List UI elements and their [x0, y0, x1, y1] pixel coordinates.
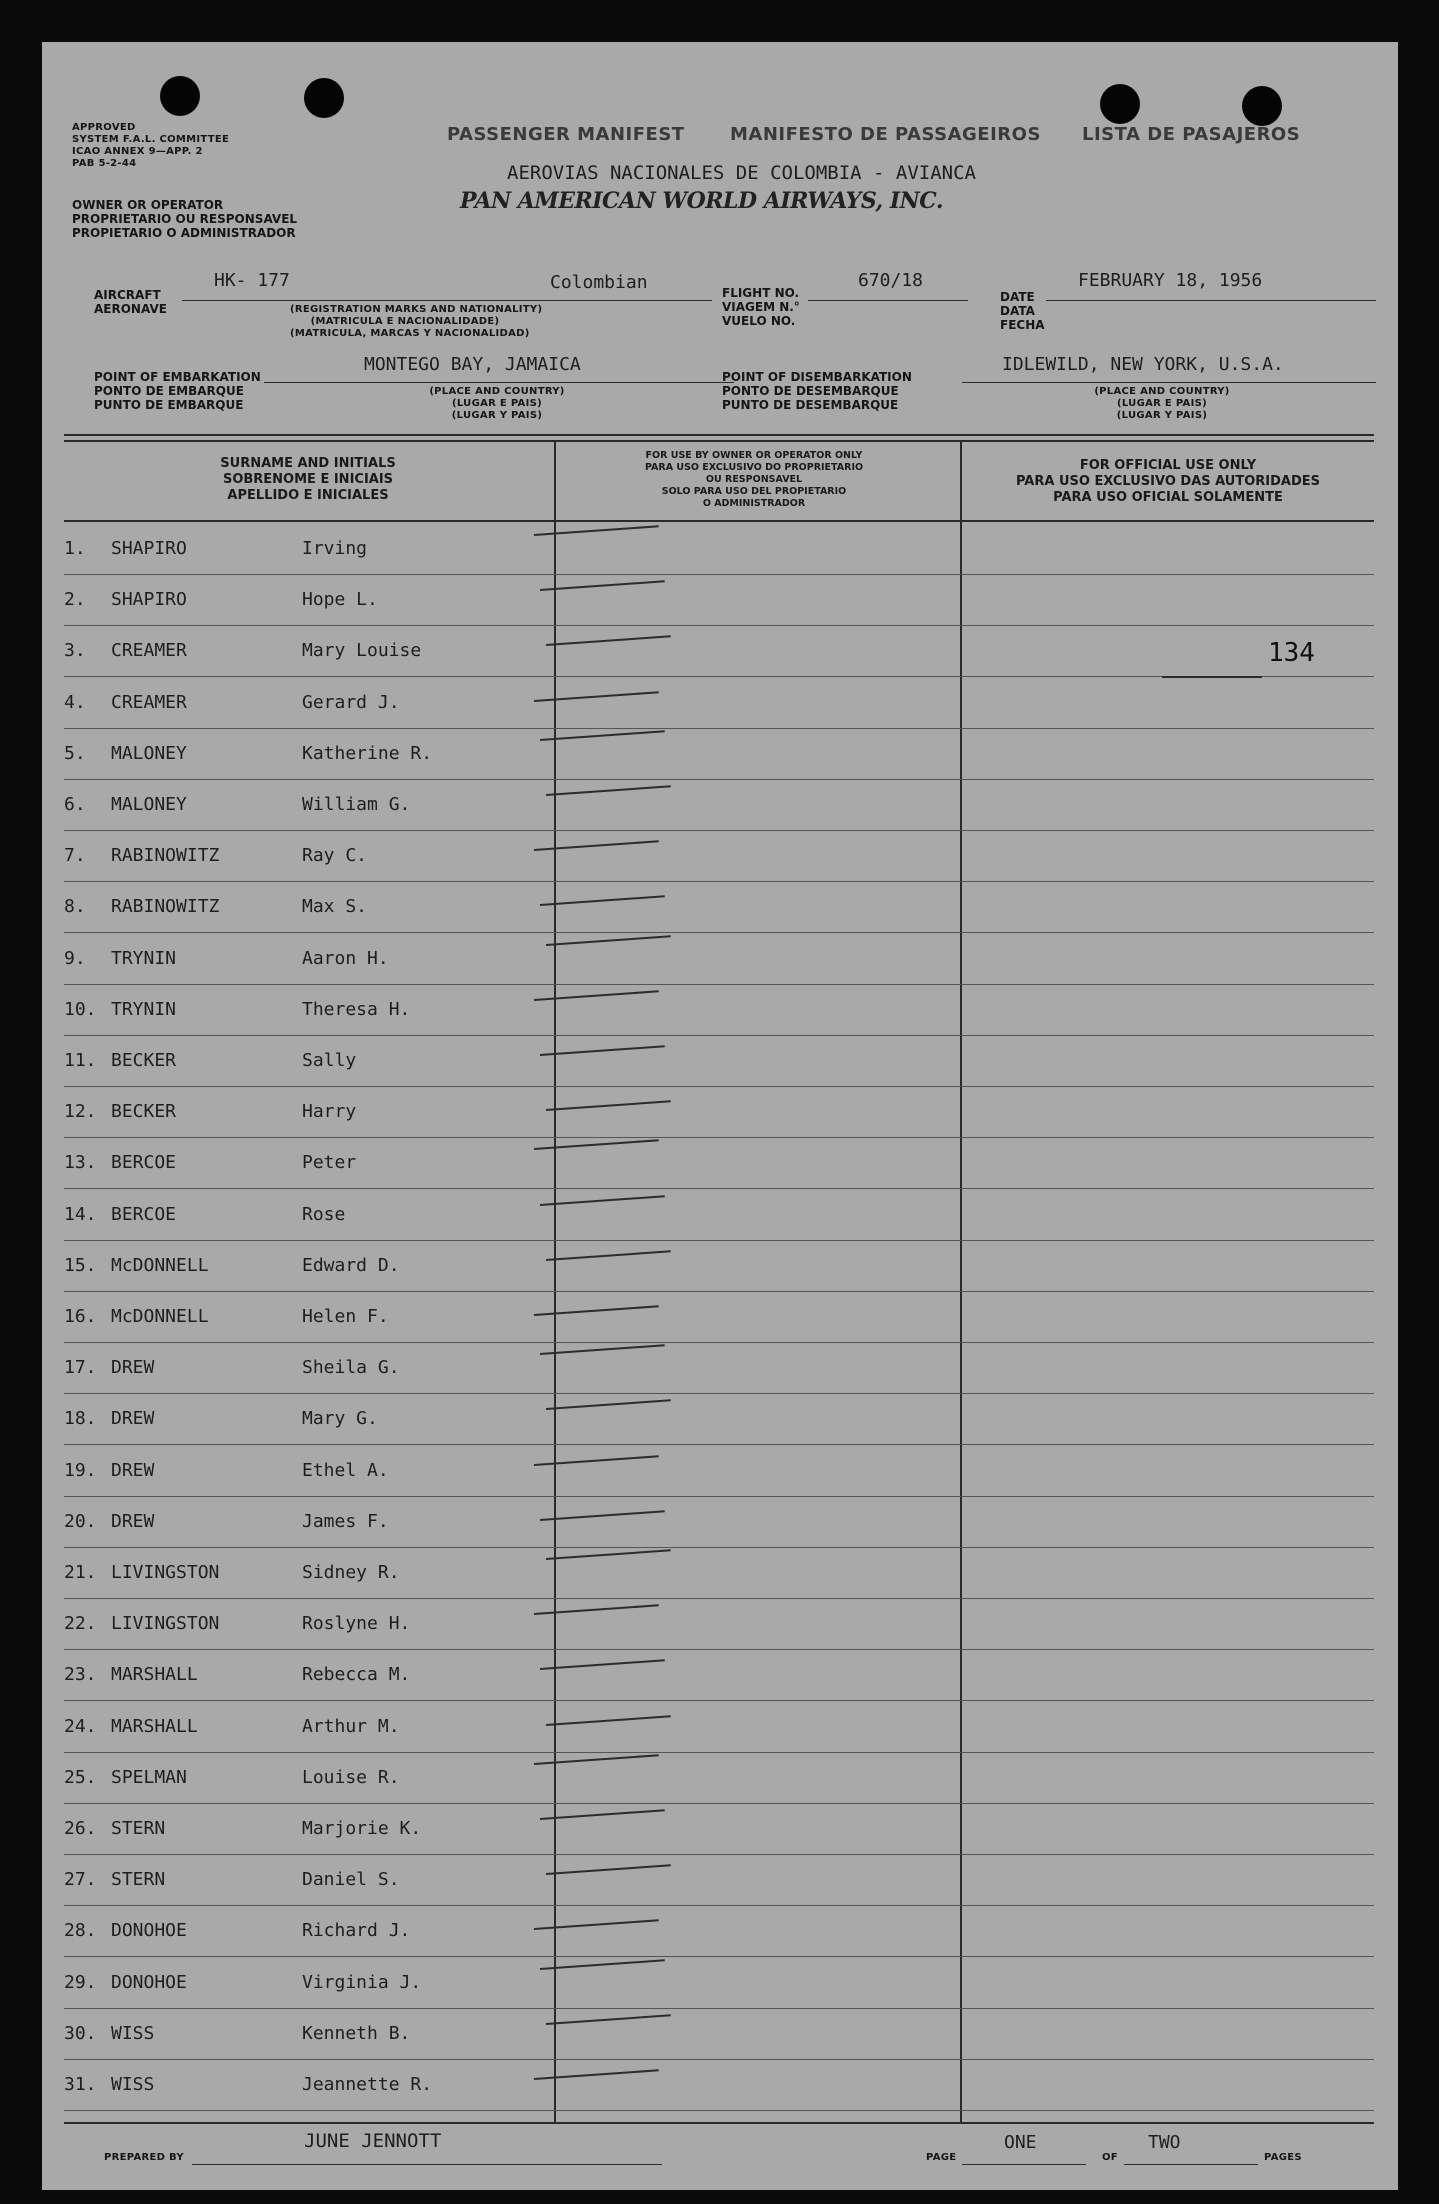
prepared-by: JUNE JENNOTT — [304, 2130, 442, 2152]
table-row — [64, 1036, 1374, 1087]
passenger-surname: BERCOE — [111, 1152, 177, 1174]
passenger-given-name: Louise R. — [302, 1766, 400, 1788]
passenger-number: 14. — [64, 1203, 97, 1225]
col-header-names: SURNAME AND INITIALS SOBRENOME E INICIAIS APELLIDO E INICIALES — [220, 456, 396, 503]
table-row — [64, 1804, 1374, 1855]
table-row — [64, 1394, 1374, 1445]
passenger-surname: TRYNIN — [111, 947, 177, 969]
passenger-surname: SHAPIRO — [111, 589, 187, 611]
flight-number: 670/18 — [858, 270, 924, 291]
check-mark — [534, 1140, 659, 1151]
passenger-surname: CREAMER — [111, 691, 187, 713]
passenger-number: 16. — [64, 1306, 97, 1327]
passenger-number: 30. — [64, 2022, 97, 2044]
passenger-number: 6. — [64, 794, 86, 815]
row-rule — [64, 2110, 1374, 2111]
embark-sublabels: (PLACE AND COUNTRY) (LUGAR E PAIS) (LUGAR Y PAIS) — [429, 386, 565, 421]
table-row — [64, 678, 1374, 729]
passenger-surname: SPELMAN — [111, 1766, 187, 1788]
passenger-number: 11. — [64, 1050, 97, 1071]
check-mark — [540, 1344, 665, 1355]
table-row — [64, 1241, 1374, 1292]
passenger-number: 3. — [64, 640, 86, 662]
check-mark — [546, 2014, 671, 2025]
disembark-sublabels: (PLACE AND COUNTRY) (LUGAR E PAIS) (LUGAR Y PAIS) — [1094, 386, 1230, 421]
passenger-surname: MALONEY — [111, 794, 187, 815]
passenger-given-name: Helen F. — [302, 1306, 389, 1327]
flight-underline — [808, 300, 968, 301]
passenger-given-name: Harry — [302, 1101, 357, 1123]
aircraft-sublabels: (REGISTRATION MARKS AND NATIONALITY) (MATRICULA E NACIONALIDADE) (MATRICULA, MARCAS Y NACIONALIDAD) — [290, 304, 543, 339]
manifest-sheet — [42, 42, 1398, 2190]
check-mark — [546, 1864, 671, 1875]
table-row — [64, 1855, 1374, 1906]
check-mark — [534, 525, 659, 536]
passenger-given-name: Sally — [302, 1050, 357, 1071]
table-row — [64, 780, 1374, 831]
check-mark — [546, 1100, 671, 1111]
passenger-given-name: Peter — [302, 1152, 357, 1174]
check-mark — [540, 580, 665, 591]
check-mark — [540, 1510, 665, 1521]
punch-hole — [1100, 84, 1140, 124]
table-row — [64, 1958, 1374, 2009]
check-mark — [534, 1455, 659, 1466]
aircraft-registration: HK- 177 — [214, 270, 290, 291]
passenger-given-name: Theresa H. — [302, 998, 411, 1020]
table-row — [64, 1497, 1374, 1548]
flight-date: FEBRUARY 18, 1956 — [1078, 270, 1263, 291]
page-total: TWO — [1148, 2132, 1181, 2153]
passenger-given-name: James F. — [302, 1510, 389, 1532]
passenger-surname: MARSHALL — [111, 1664, 198, 1686]
table-row — [64, 2060, 1374, 2111]
table-row — [64, 882, 1374, 933]
passenger-number: 18. — [64, 1408, 97, 1430]
passenger-given-name: Hope L. — [302, 589, 378, 611]
passenger-number: 12. — [64, 1101, 97, 1123]
passenger-number: 24. — [64, 1715, 97, 1737]
passenger-surname: LIVINGSTON — [111, 1562, 220, 1583]
embark-point: MONTEGO BAY, JAMAICA — [364, 354, 581, 375]
punch-hole — [304, 78, 344, 118]
passenger-surname: DONOHOE — [111, 1971, 187, 1993]
check-mark — [546, 1400, 671, 1411]
passenger-surname: McDONNELL — [111, 1254, 209, 1276]
aircraft-nationality: Colombian — [550, 272, 648, 293]
check-mark — [540, 1195, 665, 1206]
passenger-surname: WISS — [111, 2074, 155, 2095]
passenger-surname: RABINOWITZ — [111, 845, 220, 867]
pages-label: PAGES — [1264, 2152, 1302, 2163]
passenger-number: 1. — [64, 538, 86, 559]
passenger-given-name: Mary G. — [302, 1408, 378, 1430]
passenger-surname: DREW — [111, 1408, 155, 1430]
prepared-underline — [192, 2164, 662, 2165]
passenger-given-name: Roslyne H. — [302, 1613, 411, 1635]
passenger-number: 4. — [64, 691, 86, 713]
check-mark — [546, 1549, 671, 1560]
passenger-number: 13. — [64, 1152, 97, 1174]
check-mark — [540, 1809, 665, 1820]
punch-hole — [160, 76, 200, 116]
table-row — [64, 1190, 1374, 1241]
check-mark — [546, 785, 671, 796]
footer-rule — [64, 2122, 1374, 2124]
punch-hole — [1242, 86, 1282, 126]
passenger-number: 5. — [64, 742, 86, 764]
of-underline — [1124, 2164, 1258, 2165]
passenger-surname: MARSHALL — [111, 1715, 198, 1737]
passenger-number: 20. — [64, 1510, 97, 1532]
passenger-number: 31. — [64, 2074, 97, 2095]
table-row — [64, 626, 1374, 677]
passenger-number: 7. — [64, 845, 86, 867]
check-mark — [540, 1660, 665, 1671]
passenger-given-name: Aaron H. — [302, 947, 389, 969]
embark-label: POINT OF EMBARKATION PONTO DE EMBARQUE PUNTO DE EMBARQUE — [94, 370, 261, 412]
passenger-given-name: Kenneth B. — [302, 2022, 411, 2044]
form-approval: APPROVED SYSTEM F.A.L. COMMITTEE ICAO ANNEX 9—APP. 2 PAB 5-2-44 — [72, 122, 230, 169]
passenger-surname: DREW — [111, 1357, 155, 1379]
disembark-label: POINT OF DISEMBARKATION PONTO DE DESEMBARQUE PUNTO DE DESEMBARQUE — [722, 370, 912, 412]
passenger-surname: BECKER — [111, 1101, 177, 1123]
check-mark — [540, 1045, 665, 1056]
passenger-surname: LIVINGSTON — [111, 1613, 220, 1635]
passenger-given-name: Marjorie K. — [302, 1818, 422, 1839]
passenger-surname: McDONNELL — [111, 1306, 209, 1327]
disembark-point: IDLEWILD, NEW YORK, U.S.A. — [1002, 354, 1284, 375]
disembark-underline — [962, 382, 1376, 383]
passenger-surname: SHAPIRO — [111, 538, 187, 559]
check-mark — [540, 730, 665, 741]
prepared-label: PREPARED BY — [104, 2152, 184, 2163]
col-header-official: FOR OFFICIAL USE ONLY PARA USO EXCLUSIVO DAS AUTORIDADES PARA USO OFICIAL SOLAMENTE — [1015, 458, 1321, 505]
table-row — [64, 1906, 1374, 1957]
passenger-surname: DREW — [111, 1459, 155, 1481]
passenger-number: 10. — [64, 998, 97, 1020]
passenger-given-name: Sheila G. — [302, 1357, 400, 1379]
passenger-given-name: William G. — [302, 794, 411, 815]
date-label: DATE DATA FECHA — [1000, 290, 1045, 332]
check-mark — [534, 691, 659, 702]
passenger-given-name: Jeannette R. — [302, 2074, 433, 2095]
passenger-surname: DREW — [111, 1510, 155, 1532]
passenger-surname: DONOHOE — [111, 1920, 187, 1942]
check-mark — [534, 1920, 659, 1931]
passenger-number: 9. — [64, 947, 86, 969]
official-note: 134 — [1268, 638, 1315, 668]
embark-underline — [264, 382, 734, 383]
owner-labels: OWNER OR OPERATOR PROPRIETARIO OU RESPONSAVEL PROPIETARIO O ADMINISTRADOR — [72, 198, 298, 240]
passenger-given-name: Max S. — [302, 896, 368, 918]
passenger-number: 27. — [64, 1869, 97, 1891]
check-mark — [540, 1959, 665, 1970]
table-row — [64, 1343, 1374, 1394]
passenger-surname: BECKER — [111, 1050, 177, 1071]
table-row — [64, 729, 1374, 780]
title-english: PASSENGER MANIFEST — [447, 124, 685, 145]
check-mark — [534, 1305, 659, 1316]
of-label: OF — [1102, 2152, 1118, 2163]
table-row — [64, 1753, 1374, 1804]
table-row — [64, 1446, 1374, 1497]
check-mark — [546, 935, 671, 946]
passenger-number: 17. — [64, 1357, 97, 1379]
passenger-surname: CREAMER — [111, 640, 187, 662]
passenger-given-name: Richard J. — [302, 1920, 411, 1942]
table-row — [64, 1138, 1374, 1189]
passenger-given-name: Ethel A. — [302, 1459, 389, 1481]
check-mark — [534, 1754, 659, 1765]
header-bottom-rule — [64, 520, 1374, 522]
passenger-surname: STERN — [111, 1869, 166, 1891]
check-mark — [546, 636, 671, 647]
check-mark — [534, 840, 659, 851]
table-row — [64, 575, 1374, 626]
check-mark — [546, 1250, 671, 1261]
table-row — [64, 524, 1374, 575]
passenger-given-name: Rebecca M. — [302, 1664, 411, 1686]
passenger-surname: MALONEY — [111, 742, 187, 764]
table-top-rule — [64, 440, 1374, 442]
passenger-number: 29. — [64, 1971, 97, 1993]
passenger-number: 21. — [64, 1562, 97, 1583]
passenger-given-name: Edward D. — [302, 1254, 400, 1276]
table-row — [64, 2009, 1374, 2060]
passenger-given-name: Irving — [302, 538, 368, 559]
passenger-given-name: Daniel S. — [302, 1869, 400, 1891]
table-row — [64, 831, 1374, 882]
check-mark — [540, 896, 665, 907]
table-row — [64, 1702, 1374, 1753]
aircraft-underline — [182, 300, 712, 301]
passenger-given-name: Rose — [302, 1203, 346, 1225]
passenger-surname: STERN — [111, 1818, 166, 1839]
passenger-number: 15. — [64, 1254, 97, 1276]
table-row — [64, 934, 1374, 985]
passenger-given-name: Ray C. — [302, 845, 368, 867]
page-underline — [962, 2164, 1086, 2165]
passenger-number: 23. — [64, 1664, 97, 1686]
page-label: PAGE — [926, 2152, 957, 2163]
table-row — [64, 985, 1374, 1036]
passenger-surname: WISS — [111, 2022, 155, 2044]
table-row — [64, 1650, 1374, 1701]
table-row — [64, 1599, 1374, 1650]
table-row — [64, 1548, 1374, 1599]
passenger-number: 2. — [64, 589, 86, 611]
page-number: ONE — [1004, 2132, 1037, 2153]
passenger-number: 28. — [64, 1920, 97, 1942]
passenger-number: 8. — [64, 896, 86, 918]
official-note-mark — [1162, 676, 1262, 678]
check-mark — [534, 990, 659, 1001]
check-mark — [534, 2069, 659, 2080]
passenger-given-name: Mary Louise — [302, 640, 422, 662]
passenger-number: 22. — [64, 1613, 97, 1635]
col-header-owner: FOR USE BY OWNER OR OPERATOR ONLY PARA USO EXCLUSIVO DO PROPRIETARIO OU RESPONSAVEL SOLO PARA USO DEL PROPIETARIO O ADMINISTRADOR — [644, 450, 864, 509]
table-row — [64, 1087, 1374, 1138]
title-portuguese: MANIFESTO DE PASSAGEIROS — [730, 124, 1041, 145]
passenger-given-name: Sidney R. — [302, 1562, 400, 1583]
operator-stamp: PAN AMERICAN WORLD AIRWAYS, INC. — [460, 188, 943, 214]
passenger-given-name: Arthur M. — [302, 1715, 400, 1737]
passenger-given-name: Virginia J. — [302, 1971, 422, 1993]
check-mark — [546, 1715, 671, 1726]
passenger-surname: TRYNIN — [111, 998, 177, 1020]
passenger-surname: BERCOE — [111, 1203, 177, 1225]
passenger-given-name: Katherine R. — [302, 742, 433, 764]
date-underline — [1046, 300, 1376, 301]
passenger-number: 25. — [64, 1766, 97, 1788]
table-top-rule — [64, 434, 1374, 436]
title-spanish: LISTA DE PASAJEROS — [1082, 124, 1301, 145]
table-row — [64, 1292, 1374, 1343]
passenger-number: 19. — [64, 1459, 97, 1481]
aircraft-label: AIRCRAFT AERONAVE — [94, 288, 167, 316]
passenger-given-name: Gerard J. — [302, 691, 400, 713]
passenger-number: 26. — [64, 1818, 97, 1839]
check-mark — [534, 1604, 659, 1615]
passenger-surname: RABINOWITZ — [111, 896, 220, 918]
operator-name: AEROVIAS NACIONALES DE COLOMBIA - AVIANCA — [507, 162, 976, 184]
flight-label: FLIGHT NO. VIAGEM N.° VUELO NO. — [722, 286, 800, 328]
